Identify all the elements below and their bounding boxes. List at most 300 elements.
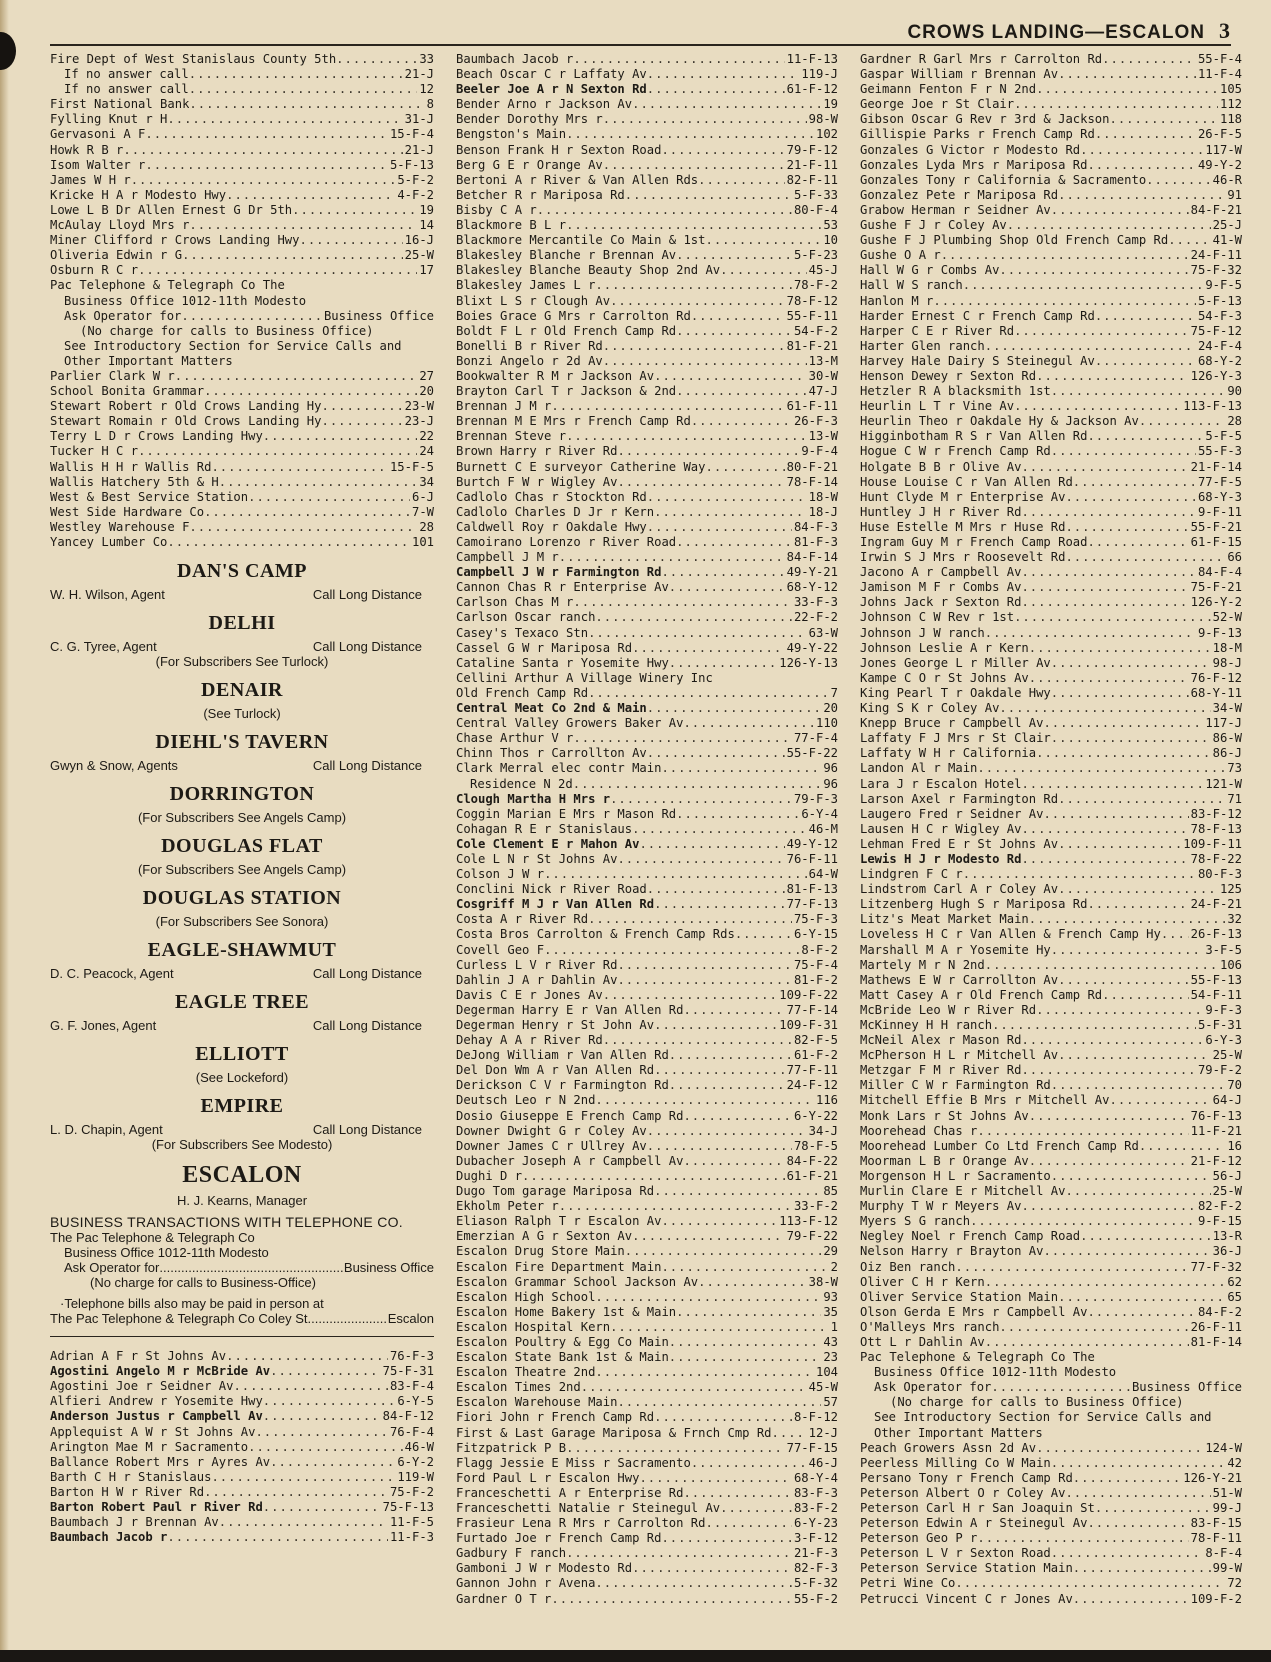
- listing-phone: 113-F-12: [779, 1214, 838, 1229]
- leader-dots: [595, 1365, 814, 1380]
- listing-name: Peerless Milling Co W Main: [860, 1455, 1051, 1470]
- listing-entry: [456, 1410, 838, 1425]
- listing-entry: [456, 1471, 838, 1486]
- listing-phone: 20: [823, 701, 838, 716]
- listing-entry: [860, 263, 1242, 278]
- listing-name: Hall W S ranch: [860, 278, 963, 293]
- section-manager: H. J. Kearns, Manager: [176, 1193, 308, 1209]
- listing-name: Campbell J M r: [456, 550, 559, 565]
- listing-phone: 99-W: [1212, 1561, 1242, 1576]
- listing-entry: [860, 761, 1242, 776]
- leader-dots: [1051, 1169, 1211, 1184]
- listing-name: Metzgar F M r River Rd: [860, 1063, 1022, 1078]
- listing-entry: [860, 1260, 1242, 1275]
- listing-name: Petri Wine Co: [860, 1576, 956, 1591]
- listing-entry: [456, 309, 838, 324]
- listing-entry: [456, 1275, 838, 1290]
- town-section: [50, 1095, 434, 1152]
- listing-phone: 46-W: [404, 1439, 434, 1454]
- listing-phone: 82-F-3: [793, 1561, 838, 1576]
- leader-dots: [573, 777, 822, 792]
- listing-phone: 26-F-5: [1197, 127, 1242, 142]
- leader-dots: [522, 1169, 785, 1184]
- leader-dots: [1058, 882, 1218, 897]
- listing-phone: 3-F-12: [793, 1531, 838, 1546]
- town-section: [50, 1043, 434, 1085]
- section-title: ESCALON: [182, 1162, 302, 1189]
- listing-phone: 11-F-3: [389, 1530, 434, 1545]
- listing-entry: [860, 973, 1242, 988]
- listing-phone: 93: [823, 1289, 838, 1304]
- listing-phone: 13-W: [808, 429, 838, 444]
- listing-entry: [456, 535, 838, 550]
- listing-phone: 99-J: [1212, 1501, 1242, 1515]
- listing-name: Costa Bros Carrolton & French Camp Rds: [456, 927, 735, 942]
- listing-entry: [50, 520, 434, 535]
- listing-phone: 80-F-21: [786, 459, 838, 474]
- listing-phone: 81-F-2: [793, 972, 838, 987]
- listing-phone: 104: [815, 1365, 838, 1380]
- listing-name: Blackmore Mercantile Co Main & 1st: [456, 233, 706, 248]
- listing-phone: 25-J: [1212, 218, 1242, 233]
- listing-phone: 24: [419, 444, 434, 459]
- column-3: [860, 52, 1242, 1607]
- listing-phone: 51-W: [1212, 1485, 1242, 1500]
- listing-entry: [456, 1214, 838, 1229]
- listing-entry: [456, 1592, 838, 1607]
- agent-name: D. C. Peacock, Agent: [50, 966, 174, 982]
- listing-entry: [860, 490, 1242, 505]
- listing-name: Davis C E r Jones Av: [456, 987, 603, 1002]
- leader-dots: [1058, 188, 1225, 203]
- listing-name: Dughi D r: [456, 1168, 523, 1183]
- listing-entry: [860, 399, 1242, 414]
- listing-name: Brown Harry r River Rd: [456, 444, 618, 459]
- listing-phone: 32: [1227, 912, 1242, 927]
- leader-dots: [551, 1592, 792, 1607]
- listing-phone: 16-J: [404, 233, 434, 248]
- leader-dots: [595, 1093, 814, 1108]
- listing-entry: [456, 746, 838, 761]
- listing-entry: [456, 278, 838, 293]
- leader-dots: [603, 1033, 792, 1048]
- listing-entry: [456, 882, 838, 897]
- listing-escalon-a-b: [50, 1349, 434, 1545]
- listing-name: Boies Grace G Mrs r Carrolton Rd: [456, 308, 691, 323]
- listing-entry: [456, 641, 838, 656]
- leader-dots: [1051, 943, 1204, 958]
- listing-phone: 15-F-5: [389, 459, 434, 474]
- leader-dots: [669, 1078, 785, 1093]
- listing-name: Clark Merral elec contr Main: [456, 761, 662, 776]
- listing-entry: [50, 248, 434, 263]
- listing-name: If no answer call: [64, 67, 189, 82]
- listing-name: Old French Camp Rd: [456, 685, 589, 700]
- listing-entry: [456, 867, 838, 882]
- listing-entry: [50, 1440, 434, 1455]
- listing-name: Dehay A A r River Rd: [456, 1033, 603, 1048]
- listing-entry: [50, 1500, 434, 1515]
- leader-dots: [1014, 399, 1181, 414]
- leader-dots: [610, 792, 792, 807]
- leader-dots: [1051, 203, 1189, 218]
- listing-name: Murlin Clare E r Mitchell Av: [860, 1184, 1066, 1199]
- listing-phone: 53: [823, 218, 838, 233]
- listing-entry: [860, 912, 1242, 927]
- listing-entry: [860, 867, 1242, 882]
- listing-entry: [456, 1093, 838, 1108]
- leader-dots: [661, 1214, 777, 1229]
- listing-entry: [50, 67, 434, 82]
- listing-entry: [456, 505, 838, 520]
- listing-name: Escalon Theatre 2nd: [456, 1365, 596, 1380]
- listing-entry: [456, 369, 838, 384]
- listing-name: Cosgriff M J r Van Allen Rd: [456, 897, 655, 912]
- leader-dots: [263, 1500, 381, 1515]
- listing-phone: 27: [419, 368, 434, 383]
- listing-phone: 125: [1219, 882, 1242, 897]
- listing-entry: [860, 852, 1242, 867]
- listing-phone: 16: [1227, 1138, 1242, 1153]
- biz-line-office: Business Office 1012-11th Modesto: [64, 1245, 269, 1261]
- listing-entry: [456, 112, 838, 127]
- listing-name: Downer Dwight G r Coley Av: [456, 1123, 647, 1138]
- listing-entry: [860, 626, 1242, 641]
- listing-name: Blixt L S r Clough Av: [456, 293, 611, 308]
- listing-name: Bisby C A r: [456, 202, 537, 217]
- town-section: [50, 991, 434, 1033]
- listing-phone: 80-F-3: [1197, 867, 1242, 882]
- listing-name: Escalon Grammar School Jackson Av: [456, 1274, 699, 1289]
- listing-phone: 35: [823, 1304, 838, 1319]
- listing-name: Myers S G ranch: [860, 1214, 971, 1229]
- leader-dots: [654, 897, 785, 912]
- listing-entry: [456, 1229, 838, 1244]
- leader-dots: [705, 460, 784, 475]
- listing-name: Franceschetti A r Enterprise Rd: [456, 1485, 684, 1500]
- listing-phone: 23: [823, 1350, 838, 1365]
- listing-name: Monk Lars r St Johns Av: [860, 1108, 1029, 1123]
- listing-phone: 9-F-11: [1197, 504, 1242, 519]
- listing-phone: 2: [830, 1259, 838, 1274]
- listing-name: Oiz Ben ranch: [860, 1259, 956, 1274]
- listing-entry: [456, 82, 838, 97]
- listing-phone: 49-Y-12: [786, 836, 838, 851]
- listing-phone: 126-Y-2: [1190, 595, 1242, 610]
- listing-name: Hetzler R A blacksmith 1st: [860, 384, 1051, 399]
- listing-entry: [860, 731, 1242, 746]
- leader-dots: [551, 399, 784, 414]
- leader-dots: [1036, 82, 1218, 97]
- listing-name: West Side Hardware Co: [50, 504, 205, 519]
- listing-phone: 78-F-13: [1190, 821, 1242, 836]
- listing-entry: [860, 97, 1242, 112]
- listing-entry: [50, 460, 434, 475]
- listing-phone: 76-F-12: [1190, 670, 1242, 685]
- listing-entry: [860, 1592, 1242, 1607]
- listing-name: Ford Paul L r Escalon Hwy: [456, 1470, 640, 1485]
- listing-name: Clough Martha H Mrs r: [456, 791, 611, 806]
- column-2: [456, 52, 838, 1607]
- listing-entry: [860, 1169, 1242, 1184]
- leader-dots: [691, 1456, 807, 1471]
- leader-dots: [189, 218, 417, 233]
- listing-name: Harter Glen ranch: [860, 338, 985, 353]
- listing-phone: 28: [1227, 414, 1242, 429]
- listing-name: Downer James C r Ullrey Av: [456, 1138, 647, 1153]
- call-instruction: Call Long Distance: [312, 966, 422, 982]
- listing-entry: [456, 988, 838, 1003]
- leader-dots: [632, 822, 807, 837]
- listing-name: Baumbach Jacob r: [50, 1530, 168, 1545]
- listing-phone: 124-W: [1205, 1440, 1242, 1455]
- listing-entry: [456, 716, 838, 731]
- listing-entry: [456, 263, 838, 278]
- biz-line-ask: [50, 1260, 434, 1275]
- section-title: EAGLE TREE: [174, 991, 310, 1014]
- listing-phone: 119-W: [397, 1469, 434, 1484]
- leader-dots: [669, 1048, 792, 1063]
- leader-dots: [1065, 520, 1188, 535]
- listing-phone: 7-W: [411, 504, 434, 519]
- listing-phone: 1: [830, 1319, 838, 1334]
- leader-dots: [992, 1018, 1196, 1033]
- listing-name: Chase Arthur V r: [456, 731, 574, 746]
- listing-entry: [860, 1048, 1242, 1063]
- listing-entry: [860, 1078, 1242, 1093]
- listing-phone: 4-F-2: [397, 187, 434, 202]
- listing-name: Osburn R C r: [50, 263, 139, 278]
- listing-entry: [456, 1305, 838, 1320]
- leader-dots: [1036, 746, 1211, 761]
- leader-dots: [617, 1395, 821, 1410]
- listing-name: Henson Dewey r Sexton Rd: [860, 368, 1037, 383]
- listing-name: Moorehead Lumber Co Ltd French Camp Rd: [860, 1138, 1139, 1153]
- listing-name: Central Valley Growers Baker Av: [456, 716, 684, 731]
- listing-name: Gushe F J r Coley Av: [860, 218, 1007, 233]
- listing-name: Hunt Clyde M r Enterprise Av: [860, 489, 1066, 504]
- listing-name: Geimann Fenton F r N 2nd: [860, 82, 1037, 97]
- listing-phone: 77-F-15: [786, 1440, 838, 1455]
- listing-phone: 12: [419, 82, 434, 97]
- leader-dots: [683, 1154, 784, 1169]
- listing-entry: [50, 1394, 434, 1409]
- leader-dots: [131, 173, 396, 188]
- listing-entry: [50, 384, 434, 399]
- bill-line-2: [50, 1311, 434, 1326]
- listing-name: Residence N 2d: [470, 776, 573, 791]
- listing-phone: 82-F-11: [786, 172, 838, 187]
- leader-dots: [1109, 112, 1218, 127]
- agent-name: W. H. Wilson, Agent: [50, 587, 165, 603]
- listing-name: Derickson C V r Farmington Rd: [456, 1078, 669, 1093]
- listing-entry: [50, 203, 434, 218]
- listing-name: Cassel G W r Mariposa Rd: [456, 640, 633, 655]
- listing-entry: [860, 1546, 1242, 1561]
- listing-name: Boldt F L r Old French Camp Rd: [456, 323, 677, 338]
- listing-entry: [860, 1063, 1242, 1078]
- listing-phone: 11-F-21: [1190, 1123, 1242, 1138]
- listing-name: Coggin Marian E Mrs r Mason Rd: [456, 806, 677, 821]
- listing-phone: 83-F-12: [1190, 806, 1242, 821]
- listing-name: Cadlolo Chas r Stockton Rd: [456, 489, 647, 504]
- listing-phone: 109-F-11: [1183, 836, 1242, 851]
- listing-phone: 15-F-4: [389, 127, 434, 142]
- leader-dots: [1095, 354, 1196, 369]
- listing-name: Peterson Service Station Main: [860, 1561, 1073, 1576]
- listing-name: Burnett C E surveyor Catherine Way: [456, 459, 706, 474]
- listing-phone: 68-Y-12: [786, 580, 838, 595]
- listing-name: Gushe F J Plumbing Shop Old French Camp Rd: [860, 233, 1169, 248]
- listing-entry: [860, 1561, 1242, 1576]
- leader-dots: [661, 1260, 828, 1275]
- listing-entry: [456, 671, 838, 686]
- listing-name: Dugo Tom garage Mariposa Rd: [456, 1184, 655, 1199]
- listing-name: McPherson H L r Mitchell Av: [860, 1048, 1059, 1063]
- listing-entry: [50, 1530, 434, 1545]
- listing-entry: [50, 52, 434, 67]
- listing-phone: 68-Y-11: [1190, 685, 1242, 700]
- listing-phone: 109-F-31: [779, 1018, 838, 1032]
- listing-entry: [456, 203, 838, 218]
- listing-phone: 64-W: [808, 867, 838, 882]
- leader-dots: [676, 248, 792, 263]
- listing-name: Barth C H r Stanislaus: [50, 1469, 212, 1484]
- leader-dots: [1051, 1456, 1226, 1471]
- leader-dots: [985, 626, 1196, 641]
- listing-phone: 72: [1227, 1576, 1242, 1591]
- listing-name: Brennan Steve r: [456, 429, 567, 444]
- listing-entry: [860, 112, 1242, 127]
- listing-phone: 61-F-2: [793, 1048, 838, 1063]
- leader-dots: [1095, 1501, 1211, 1516]
- listing-phone: 96: [823, 761, 838, 776]
- listing-phone: 79-F-22: [786, 1229, 838, 1244]
- listing-phone: 25-W: [404, 248, 434, 263]
- listing-name: Laugero Fred r Seidner Av: [860, 806, 1044, 821]
- listing-entry: [860, 1350, 1242, 1365]
- listing-name: Escalon Hospital Kern: [456, 1319, 611, 1334]
- leader-dots: [595, 610, 792, 625]
- listing-phone: Business Office: [323, 308, 434, 323]
- listing-name: Escalon Home Bakery 1st & Main: [456, 1304, 677, 1319]
- listing-name: Benson Frank H r Sexton Road: [456, 142, 662, 157]
- section-title: DOUGLAS STATION: [142, 887, 342, 910]
- listing-name: Escalon High School: [456, 1289, 596, 1304]
- town-section: [50, 783, 434, 825]
- listing-name: Baumbach Jacob r: [456, 52, 574, 66]
- leader-dots: [1087, 1305, 1196, 1320]
- listing-phone: 83-F-2: [793, 1501, 838, 1515]
- listing-phone: 78-F-22: [1190, 851, 1242, 866]
- listing-entry: [860, 173, 1242, 188]
- listing-name: Litzenberg Hugh S r Mariposa Rd: [860, 897, 1088, 912]
- listing-entry: [456, 324, 838, 339]
- listing-entry: [860, 1199, 1242, 1214]
- listing-entry: [50, 1425, 434, 1440]
- leader-dots: [1021, 1033, 1203, 1048]
- listing-entry: [860, 1154, 1242, 1169]
- listing-name: Bookwalter R M r Jackson Av: [456, 368, 655, 383]
- section-reference: (For Subscribers See Angels Camp): [137, 862, 347, 878]
- listing-name: Miller C W r Farmington Rd: [860, 1078, 1051, 1093]
- listing-phone: 7: [830, 685, 838, 700]
- listing-name: Lausen H C r Wigley Av: [860, 821, 1022, 836]
- listing-name: Peterson L V r Sexton Road: [860, 1546, 1051, 1561]
- listing-phone: 18-M: [1212, 640, 1242, 655]
- listing-phone: 126-Y-13: [779, 655, 838, 670]
- listing-phone: 9-F-15: [1197, 1214, 1242, 1229]
- listing-entry: [50, 112, 434, 127]
- listing-name: Bonelli B r River Rd: [456, 338, 603, 353]
- leader-dots: [977, 1124, 1188, 1139]
- listing-phone: 75-F-3: [793, 912, 838, 927]
- listing-phone: 77-F-14: [786, 1002, 838, 1017]
- listing-entry: [860, 278, 1242, 293]
- listing-phone: 12-J: [808, 1425, 838, 1440]
- listing-name: Litz's Meat Market Main: [860, 912, 1029, 927]
- listing-entry: [50, 429, 434, 444]
- leader-dots: [617, 973, 792, 988]
- listing-entry: [456, 1048, 838, 1063]
- listing-name: Peterson Geo P r: [860, 1531, 978, 1546]
- leader-dots: [603, 354, 807, 369]
- listing-entry: [860, 203, 1242, 218]
- listing-phone: 17: [419, 263, 434, 278]
- listing-phone: 10: [823, 233, 838, 248]
- listing-note: See Introductory Section for Service Calls and: [874, 1410, 1212, 1425]
- listing-phone: 49-Y-22: [786, 640, 838, 655]
- leader-dots: [661, 565, 784, 580]
- listing-phone: 9-F-3: [1205, 1002, 1242, 1017]
- leader-dots: [233, 1379, 388, 1394]
- listing-entry: [456, 1320, 838, 1335]
- section-title: DOUGLAS FLAT: [161, 835, 323, 858]
- listing-phone: 55-F-4: [1197, 52, 1242, 66]
- listing-phone: 78-F-5: [793, 1138, 838, 1153]
- section-reference: (For Subscribers See Sonora): [155, 914, 329, 930]
- listing-entry: [456, 1546, 838, 1561]
- listing-phone: 84-F-4: [1197, 565, 1242, 580]
- listing-phone: 55-F-3: [1197, 444, 1242, 459]
- leader-dots: [263, 429, 418, 444]
- listing-entry: [860, 656, 1242, 671]
- listing-entry: [860, 52, 1242, 67]
- leader-dots: [211, 1470, 395, 1485]
- leader-dots: [735, 927, 792, 942]
- listing-phone: 5-F-32: [793, 1576, 838, 1591]
- bill-payment-note: [50, 1296, 434, 1326]
- listing-entry: [860, 988, 1242, 1003]
- listing-phone: 71: [1227, 791, 1242, 806]
- leader-dots: [322, 399, 403, 414]
- listing-entry: [456, 520, 838, 535]
- agent-line: [50, 1122, 434, 1137]
- listing-entry: [456, 1124, 838, 1139]
- leader-dots: [647, 490, 807, 505]
- leader-dots: [1029, 641, 1211, 656]
- listing-entry: [456, 656, 838, 671]
- listing-name: Furtado Joe r French Camp Rd: [456, 1531, 662, 1546]
- listing-phone: 5-F-2: [397, 172, 434, 187]
- listing-phone: 24-F-4: [1197, 338, 1242, 353]
- listing-name: Ekholm Peter r: [456, 1199, 559, 1214]
- listing-entry: [456, 897, 838, 912]
- listing-phone: 9-F-5: [1205, 278, 1242, 293]
- listing-name: King Pearl T r Oakdale Hwy: [860, 685, 1051, 700]
- listing-name: Arington Mae M r Sacramento: [50, 1439, 249, 1454]
- listing-entry: [860, 82, 1242, 97]
